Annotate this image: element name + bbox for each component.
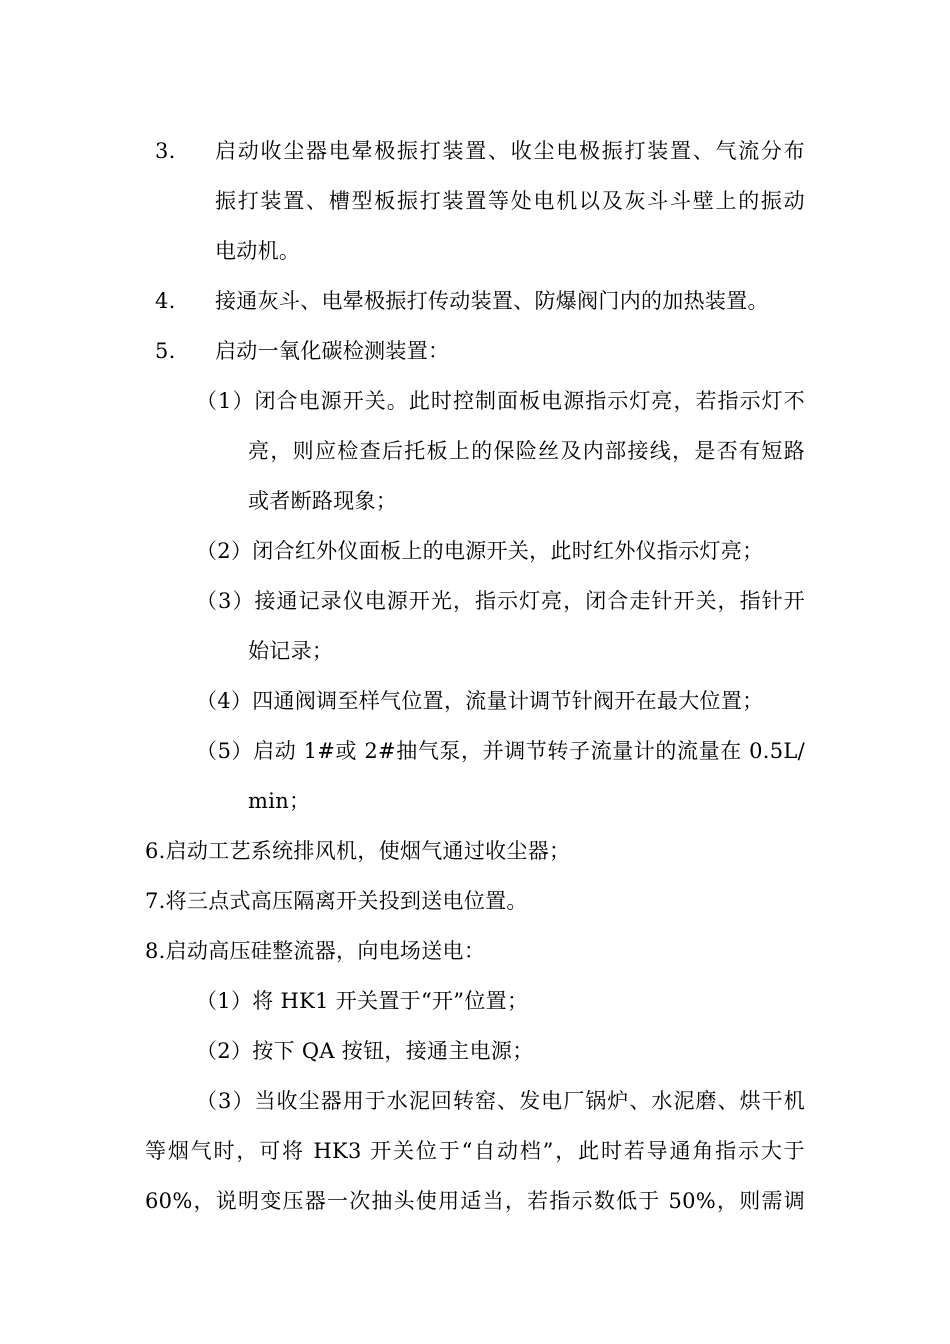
text-line: 启动收尘器电晕极振打装置、收尘电极振打装置、气流分布 [215, 139, 805, 163]
text-line: （1）闭合电源开关。此时控制面板电源指示灯亮，若指示灯不 [196, 389, 805, 413]
text-line: （2）按下 QA 按钮，接通主电源； [196, 1039, 534, 1063]
text-line: 启动一氧化碳检测装置： [215, 339, 450, 363]
list-number: 3. [155, 139, 176, 163]
text-line: 电动机。 [215, 239, 301, 263]
text-line: 6.启动工艺系统排风机，使烟气通过收尘器； [145, 839, 571, 863]
text-line: 8.启动高压硅整流器，向电场送电： [145, 939, 486, 963]
text-line: 等烟气时，可将 HK3 开关位于“自动档”，此时若导通角指示大于 [145, 1139, 805, 1163]
text-line: 振打装置、槽型板振打装置等处电机以及灰斗斗壁上的振动 [215, 189, 805, 213]
text-line: 亮，则应检查后托板上的保险丝及内部接线，是否有短路 [248, 439, 805, 463]
text-line: （5）启动 1#或 2#抽气泵，并调节转子流量计的流量在 0.5L/ [196, 739, 805, 763]
text-line: （1）将 HK1 开关置于“开”位置； [196, 989, 529, 1013]
list-number: 5. [155, 339, 176, 363]
text-line: （4）四通阀调至样气位置，流量计调节针阀开在最大位置； [196, 689, 764, 713]
text-line: 接通灰斗、电晕极振打传动装置、防爆阀门内的加热装置。 [215, 289, 769, 313]
text-line: 始记录； [248, 639, 334, 663]
text-line: 7.将三点式高压隔离开关投到送电位置。 [145, 889, 528, 913]
text-line: 60%，说明变压器一次抽头使用适当，若指示数低于 50%，则需调 [145, 1189, 805, 1213]
text-line: min； [248, 789, 311, 813]
text-line: 或者断路现象； [248, 489, 398, 513]
text-line: （3）当收尘器用于水泥回转窑、发电厂锅炉、水泥磨、烘干机 [196, 1089, 805, 1113]
text-line: （2）闭合红外仪面板上的电源开关，此时红外仪指示灯亮； [196, 539, 764, 563]
text-line: （3）接通记录仪电源开光，指示灯亮，闭合走针开关，指针开 [196, 589, 805, 613]
list-number: 4. [155, 289, 176, 313]
